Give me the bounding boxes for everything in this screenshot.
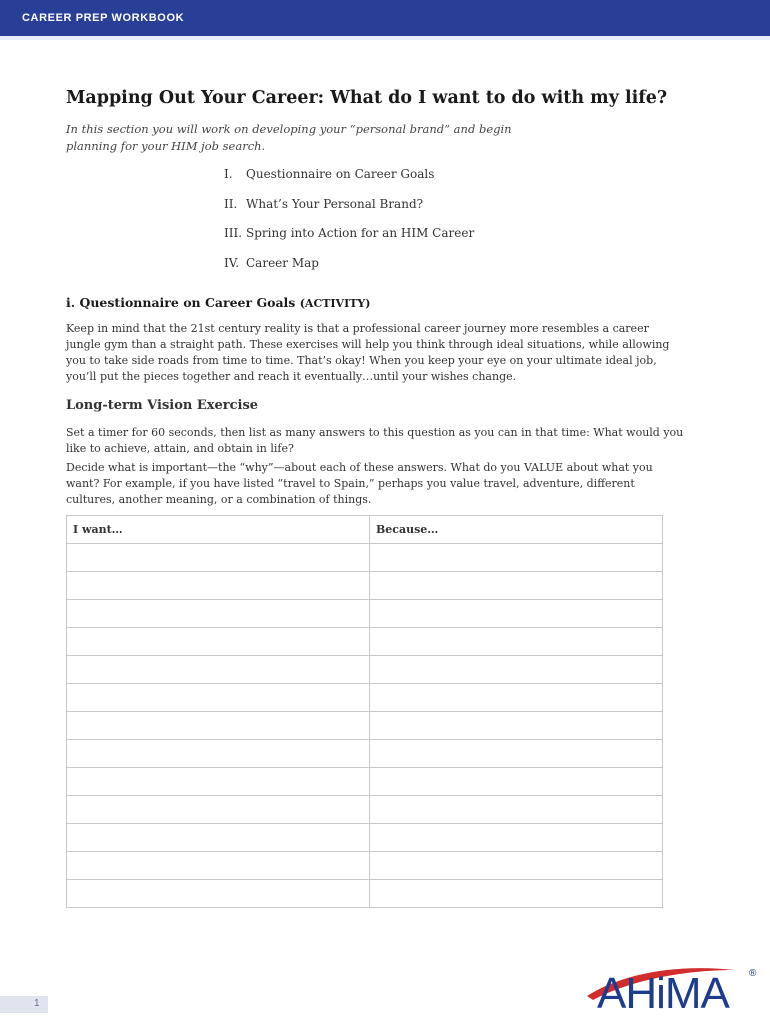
want-cell[interactable] xyxy=(67,684,370,712)
want-cell[interactable] xyxy=(67,796,370,824)
want-cell[interactable] xyxy=(67,712,370,740)
want-cell[interactable] xyxy=(67,572,370,600)
want-cell[interactable] xyxy=(67,544,370,572)
activity-tag: (ACTIVITY) xyxy=(299,297,371,310)
table-row xyxy=(67,824,663,852)
toc-item xyxy=(224,196,474,226)
because-cell[interactable] xyxy=(370,796,663,824)
section-title: i. Questionnaire on Career Goals xyxy=(66,295,296,310)
toc-number: I. xyxy=(224,167,233,181)
table-row xyxy=(67,768,663,796)
table-row xyxy=(67,880,663,908)
logo-text: AHiMA xyxy=(597,969,729,1012)
toc-label: What’s Your Personal Brand? xyxy=(246,196,424,211)
exercise-explanation: Decide what is important—the “why”—about each of these answers. What do you VALUE about what you want? For example, if you have listed “travel to Spain,” perhaps you value travel, adventure, different cultures, another meaning, or a combination of things. xyxy=(66,461,653,506)
table-row xyxy=(67,572,663,600)
because-cell[interactable] xyxy=(370,880,663,908)
want-cell[interactable] xyxy=(67,656,370,684)
table-row xyxy=(67,712,663,740)
header-i-want: I want… xyxy=(67,516,370,544)
table-row xyxy=(67,600,663,628)
toc-label: Questionnaire on Career Goals xyxy=(246,167,435,181)
table-row xyxy=(67,684,663,712)
header-because: Because… xyxy=(370,516,663,544)
want-cell[interactable] xyxy=(67,600,370,628)
header-bar xyxy=(0,0,770,36)
table-row xyxy=(67,544,663,572)
want-cell[interactable] xyxy=(67,852,370,880)
toc-label: Spring into Action for an HIM Career xyxy=(246,226,475,240)
because-cell[interactable] xyxy=(370,824,663,852)
want-because-table xyxy=(66,515,663,908)
page-number: 1 xyxy=(34,998,40,1009)
because-cell[interactable] xyxy=(370,600,663,628)
because-cell[interactable] xyxy=(370,740,663,768)
exercise-heading: Long-term Vision Exercise xyxy=(66,398,259,413)
want-cell[interactable] xyxy=(67,628,370,656)
because-cell[interactable] xyxy=(370,656,663,684)
table-row xyxy=(67,628,663,656)
table-of-contents xyxy=(224,166,474,284)
want-cell[interactable] xyxy=(67,768,370,796)
want-cell[interactable] xyxy=(67,880,370,908)
toc-item xyxy=(224,255,474,285)
because-cell[interactable] xyxy=(370,544,663,572)
registered-mark: ® xyxy=(749,968,757,979)
because-cell[interactable] xyxy=(370,572,663,600)
intro-text: In this section you will work on developing your “personal brand” and begin planning for your HIM job search. xyxy=(66,122,512,153)
table-row xyxy=(67,852,663,880)
header-divider xyxy=(0,36,770,40)
section-heading xyxy=(66,295,370,310)
toc-number: IV. xyxy=(224,255,240,270)
table-row xyxy=(67,740,663,768)
table-row xyxy=(67,796,663,824)
toc-number: II. xyxy=(224,196,238,211)
because-cell[interactable] xyxy=(370,684,663,712)
because-cell[interactable] xyxy=(370,712,663,740)
want-cell[interactable] xyxy=(67,824,370,852)
table-body xyxy=(67,544,663,908)
table-row xyxy=(67,656,663,684)
want-cell[interactable] xyxy=(67,740,370,768)
because-cell[interactable] xyxy=(370,852,663,880)
page-title: Mapping Out Your Career: What do I want to do with my life? xyxy=(66,88,668,108)
because-cell[interactable] xyxy=(370,628,663,656)
page-number-tab xyxy=(0,996,48,1013)
toc-number: III. xyxy=(224,226,243,240)
toc-item xyxy=(224,225,474,255)
ahima-logo xyxy=(585,962,760,1012)
toc-item xyxy=(224,166,474,196)
toc-label: Career Map xyxy=(246,255,319,270)
because-cell[interactable] xyxy=(370,768,663,796)
exercise-instructions: Set a timer for 60 seconds, then list as many answers to this question as you can in that time: What would you like to achieve, attain, and obtain in life? xyxy=(66,426,684,455)
section-body: Keep in mind that the 21st century reality is that a professional career journey more resembles a career jungle gym than a straight path. These exercises will help you think through ideal situations, while allowing you to take side roads from time to time. That’s okay! When you keep your eye on your ultimate ideal job, you’ll put the pieces together and reach it eventually…until your wishes change. xyxy=(66,322,670,383)
table-header-row xyxy=(67,516,663,544)
workbook-label: CAREER PREP WORKBOOK xyxy=(22,12,185,24)
